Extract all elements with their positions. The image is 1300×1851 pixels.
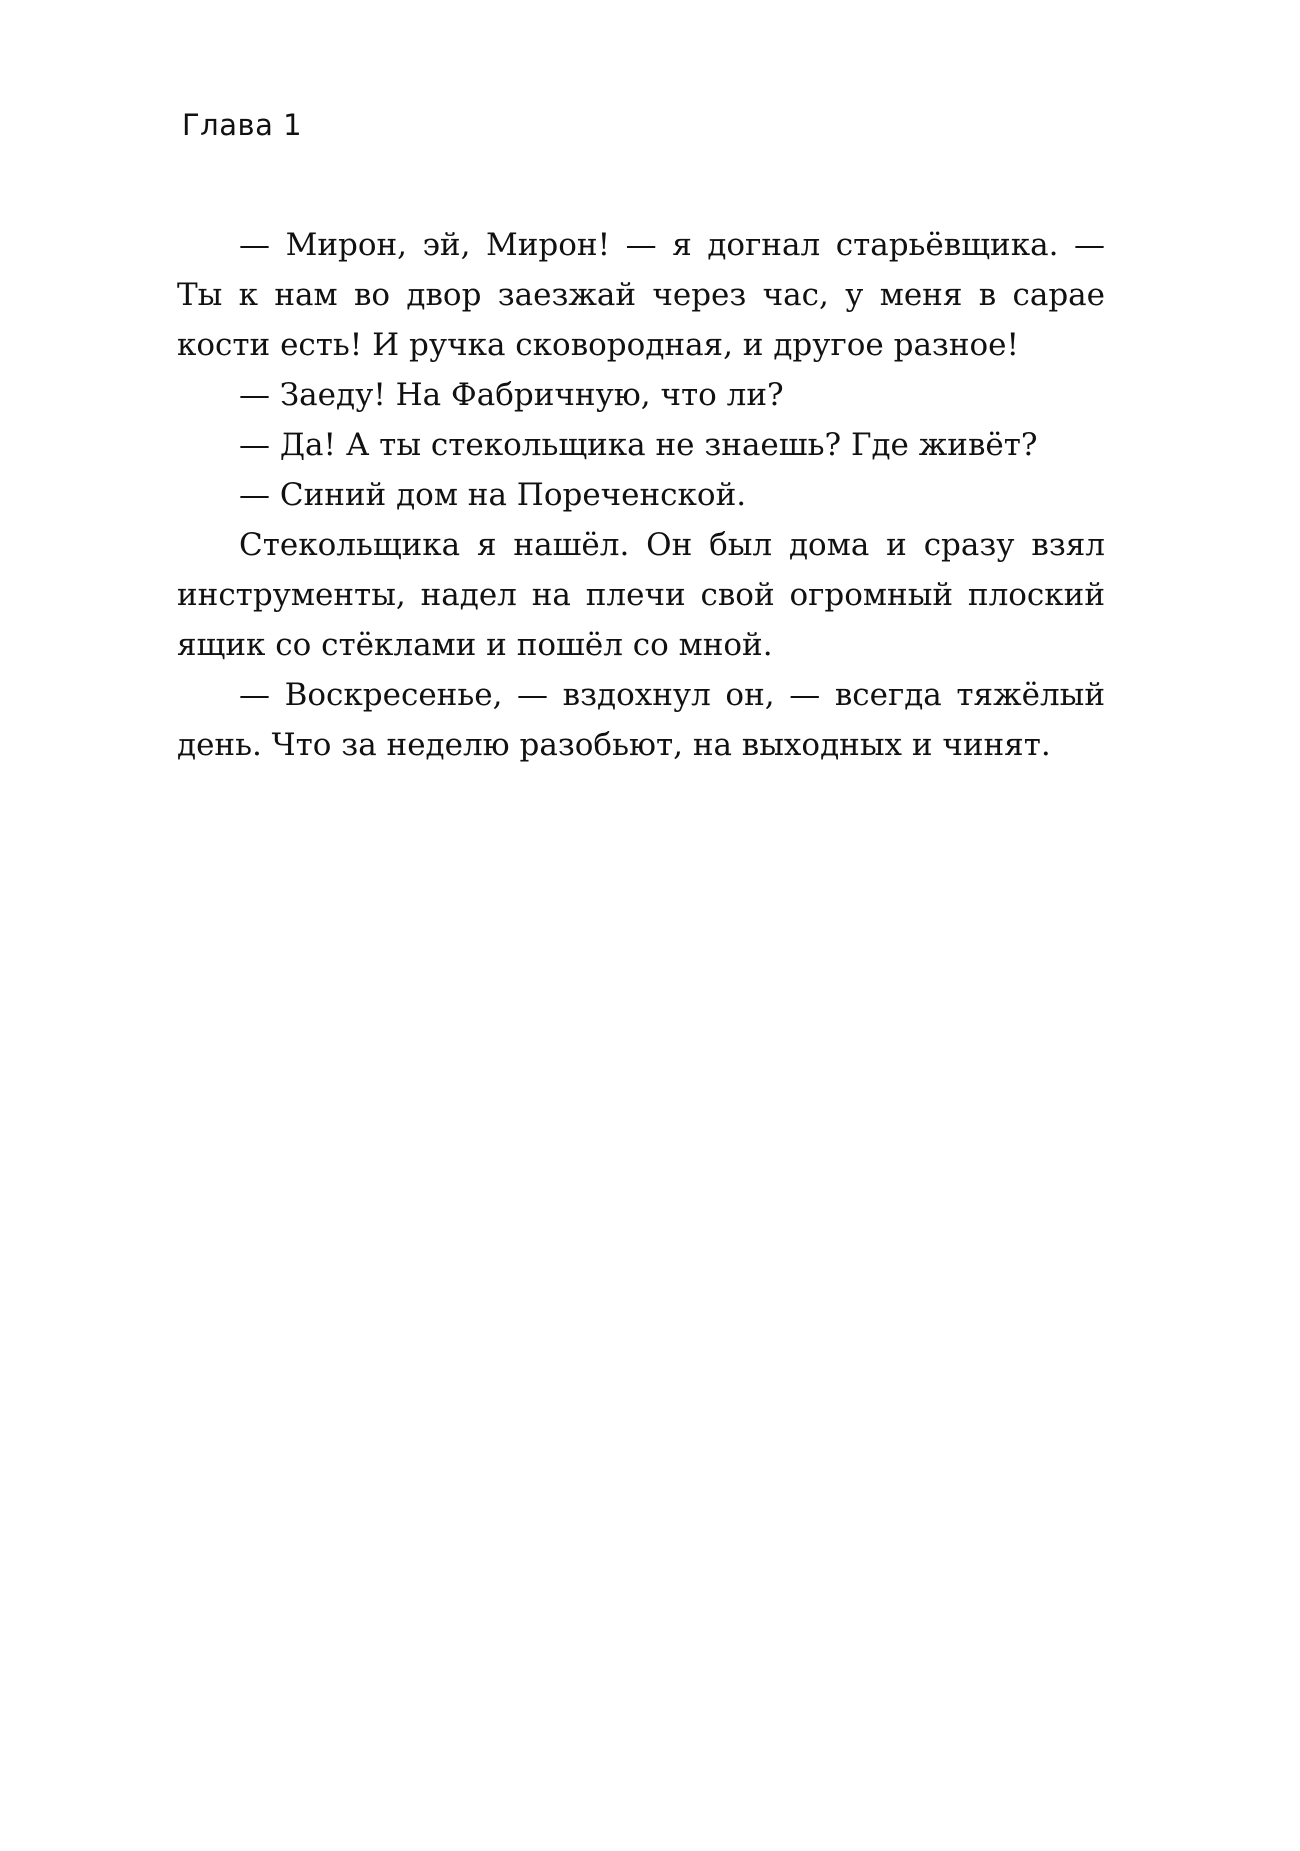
body-text bbox=[177, 220, 1105, 770]
paragraph: Стекольщика я нашёл. Он был дома и сразу взял инструменты, надел на плечи свой огромный плоский ящик со стёклами и пошёл со мной. bbox=[177, 527, 1105, 663]
paragraph: — Воскресенье, — вздохнул он, — всегда тяжёлый день. Что за неделю разобьют, на выходных и чинят. bbox=[177, 677, 1105, 763]
paragraph: — Синий дом на Пореченской. bbox=[239, 477, 747, 513]
running-head-chapter: Глава 1 bbox=[182, 108, 303, 142]
paragraph: — Да! А ты стекольщика не знаешь? Где живёт? bbox=[239, 427, 1038, 463]
paragraph: — Заеду! На Фабричную, что ли? bbox=[239, 377, 784, 413]
paragraph: — Мирон, эй, Мирон! — я догнал старьёвщика. — Ты к нам во двор заезжай через час, у меня в сарае кости есть! И ручка сковородная, и другое разное! bbox=[177, 227, 1105, 363]
